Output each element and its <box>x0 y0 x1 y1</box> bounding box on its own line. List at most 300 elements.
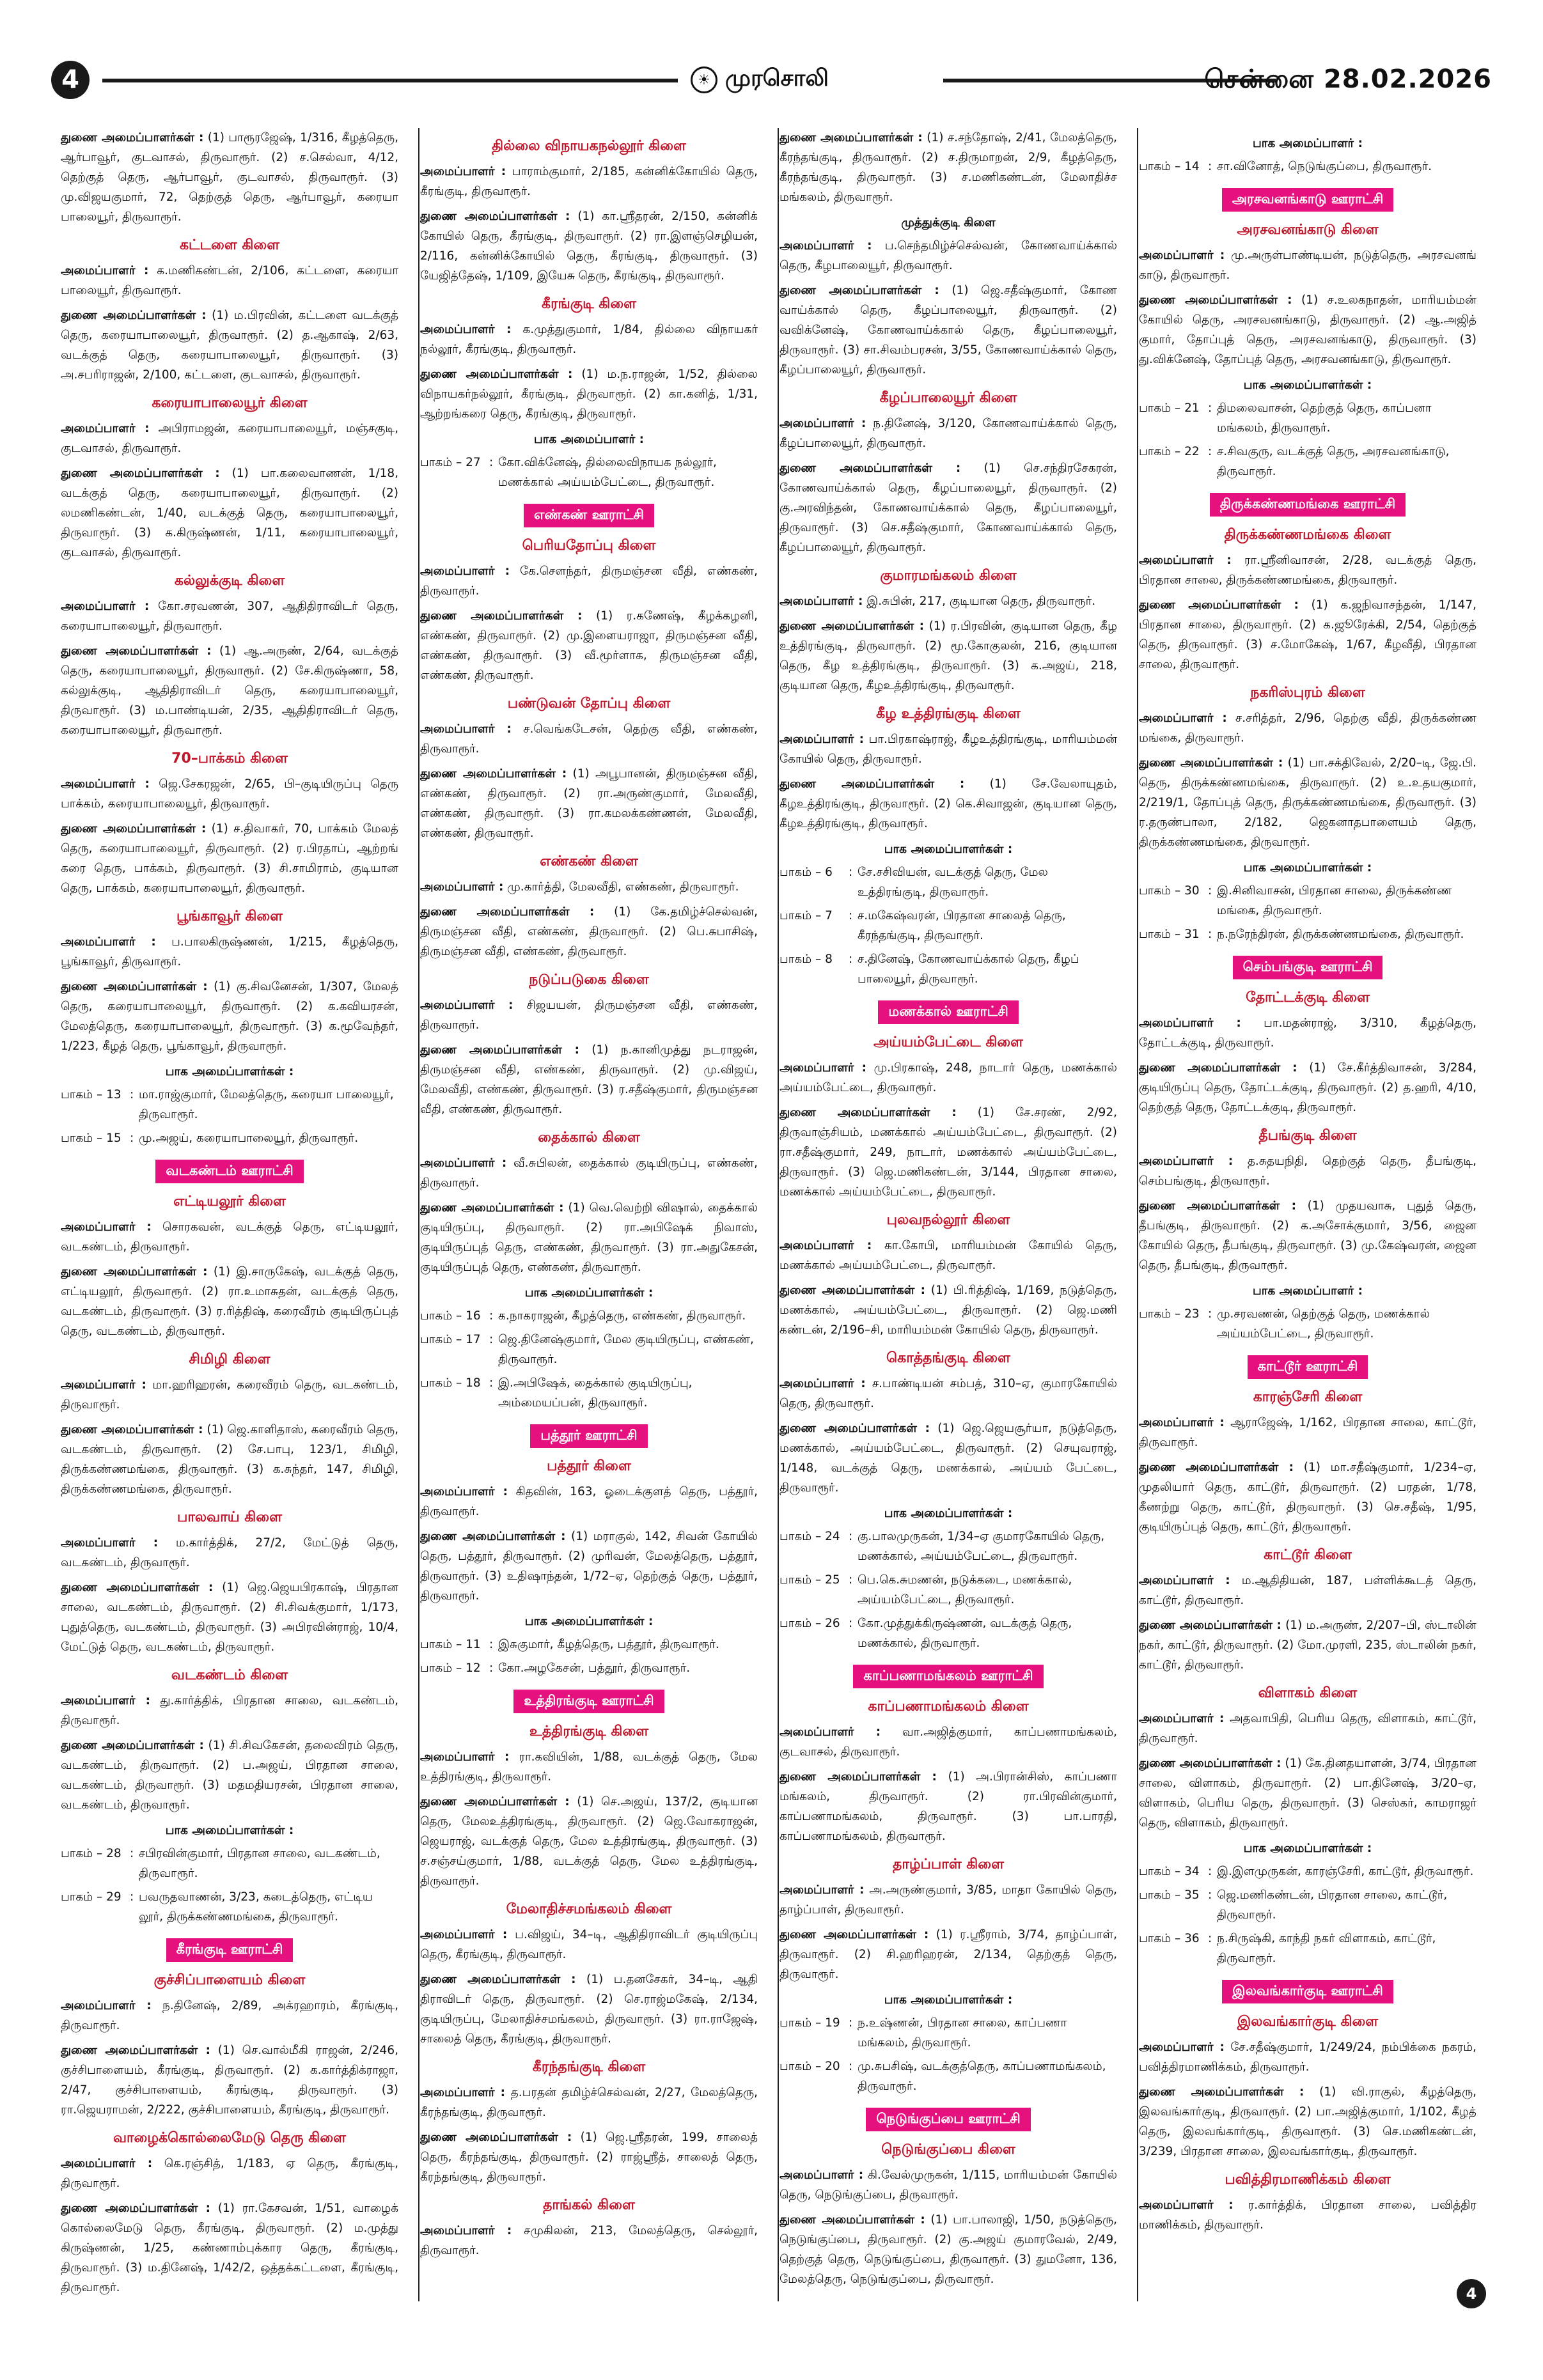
member-details: (1) ரா.கேசவன், 1/51, வாழைக் கொல்லைமேடு தெரு, கீரங்குடி, திருவாரூர். (2) ம.முத்து கிருஷ்ணன், 1/25, கண்ணாம்புக்கார தெரு, கீரங்குடி, திருவாரூர். (3) ம.தினேஷ், 1/42/2, ஒத்தக்கட்டளை, கீரங்குடி, திருவாரூர். <box>61 2202 398 2294</box>
role-label: அமைப்பாளர் : <box>1139 2198 1234 2212</box>
branch-heading: எண்கண் கிளை <box>540 853 638 869</box>
separator: : <box>489 1309 494 1323</box>
booth-entry <box>779 949 1117 989</box>
member-entry <box>1139 550 1476 590</box>
role-label: துணை அமைப்பாளர்கள் : <box>1139 1461 1294 1474</box>
member-entry <box>779 1767 1117 1846</box>
booth-entry <box>420 453 758 492</box>
branch-heading: கீழப்பாலையூர் கிளை <box>879 390 1017 406</box>
member-details: (1) செ.சந்திரசேகரன், கோணவாய்க்கால் தெரு, கீழப்பாலையூர், திருவாரூர். (2) கு.அரவிந்தன், கோணவாய்க்கால் தெரு, கீழப்பாலையூர், திருவாரூர். (3) செ.சதீஷ்குமார், கோணவாய்க்கால் தெரு, கீழப்பாலையூர், திருவாரூர். <box>779 462 1117 554</box>
branch-heading: வடகண்டம் கிளை <box>171 1667 288 1683</box>
role-label: துணை அமைப்பாளர்கள் : <box>61 309 207 322</box>
separator: : <box>1208 1888 1212 1902</box>
role-label: அமைப்பாளர் : <box>61 935 156 949</box>
separator: : <box>849 1573 853 1587</box>
role-label: அமைப்பாளர் : <box>779 733 865 746</box>
member-details: த.சுதயநிதி, தெற்குத் தெரு, தீபங்குடி, செம்பங்குடி, திருவாரூர். <box>1139 1155 1476 1188</box>
section-subheading: பாக அமைப்பாளர்கள் : <box>165 1824 294 1837</box>
member-entry <box>420 1747 758 1787</box>
booth-number: பாகம் – 31 <box>1139 928 1200 941</box>
role-label: துணை அமைப்பாளர்கள் : <box>779 1284 926 1297</box>
booth-member: சபிரவின்குமார், பிரதான சாலை, வடகண்டம், திருவாரூர். <box>139 1847 380 1880</box>
separator: : <box>1208 445 1212 458</box>
role-label: அமைப்பாளர் : <box>1139 712 1227 725</box>
panchayat-banner: இலவங்கார்குடி ஊராட்சி <box>1222 1980 1393 2003</box>
separator: : <box>1208 1865 1212 1878</box>
member-details: (1) ஜெ.ஸ்ரீதரன், 199, சாலைத் தெரு, கீரந்தங்குடி, திருவாரூர். (2) ராஜ்ஸ்ரீத், சாலைத் தெரு, கீரந்தங்குடி, திருவாரூர். <box>420 2131 758 2184</box>
role-label: துணை அமைப்பாளர்கள் : <box>1139 1757 1281 1770</box>
member-details: (1) பி.ரித்திஷ், 1/169, நடுத்தெரு, மணக்கால், அய்யம்பேட்டை, திருவாரூர். (2) ஜெ.மணி கண்டன், 2/196–சி, மாரியம்மன் கோயில் தெரு, திருவாரூர். <box>779 1284 1117 1337</box>
member-details: (1) ஜெ.ஜெயபிரகாஷ், பிரதான சாலை, வடகண்டம், திருவாரூர். (2) சி.சிவக்குமார், 1/173, புதுத்தெரு, வடகண்டம், திருவாரூர். (3) அபிரவின்ராஜ், 10/4, மேட்டுத் தெரு, வடகண்டம், திருவாரூர். <box>61 1581 398 1654</box>
column-4 <box>1139 128 1476 2301</box>
role-label: அமைப்பாளர் : <box>779 1061 867 1075</box>
role-label: அமைப்பாளர் : <box>1139 249 1225 262</box>
separator: : <box>849 866 853 879</box>
role-label: துணை அமைப்பாளர்கள் : <box>779 462 961 475</box>
member-details: க.மணிகண்டன், 2/106, கட்டளை, கரையா பாலையூர், திருவாரூர். <box>61 264 398 297</box>
role-label: அமைப்பாளர் : <box>1139 1155 1234 1168</box>
branch-heading: அய்யம்பேட்டை கிளை <box>873 1034 1024 1050</box>
member-entry <box>61 1262 398 1341</box>
member-entry <box>779 1925 1117 1984</box>
role-label: துணை அமைப்பாளர்கள் : <box>420 2131 572 2144</box>
booth-member: கோ.அழகேசன், பத்தூர், திருவாரூர். <box>498 1661 691 1675</box>
booth-number: பாகம் – 18 <box>420 1376 481 1390</box>
member-entry <box>61 2041 398 2120</box>
role-label: அமைப்பாளர் : <box>61 1220 152 1234</box>
section-subheading: பாக அமைப்பாளர்கள் : <box>1243 1842 1372 1855</box>
member-details: (1) ஜெ.சதீஷ்குமார், கோண வாய்க்கால் தெரு, கீழப்பாலையூர், திருவாரூர். (2) வவிக்னேஷ், கோணவாய்க்கால் தெரு, கீழப்பாலையூர், திருவாரூர். (3) சா.சிவம்பரசன், 3/55, கோணவாய்க்கால் தெரு, கீழப்பாலையூர், திருவாரூர். <box>779 284 1117 377</box>
member-details: ஆராஜேஷ், 1/162, பிரதான சாலை, காட்டூர், திருவாரூர். <box>1139 1416 1476 1449</box>
separator: : <box>849 1617 853 1630</box>
role-label: துணை அமைப்பாளர்கள் : <box>420 1201 564 1215</box>
member-entry <box>61 932 398 972</box>
role-label: அமைப்பாளர் : <box>420 880 504 894</box>
member-entry <box>61 1420 398 1499</box>
member-entry <box>1139 245 1476 285</box>
booth-member: ந.உஷ்ணன், பிரதான சாலை, காப்பணா மங்கலம், திருவாரூர். <box>858 2016 1067 2049</box>
booth-number: பாகம் – 28 <box>61 1847 121 1860</box>
booth-number: பாகம் – 20 <box>779 2060 840 2073</box>
branch-heading: குச்சிப்பாளையம் கிளை <box>153 1972 306 1988</box>
branch-heading: கட்டளை கிளை <box>179 237 280 253</box>
role-label: அமைப்பாளர் : <box>61 1536 159 1550</box>
separator: : <box>130 1890 134 1904</box>
member-entry <box>779 1419 1117 1498</box>
section-subheading: பாக அமைப்பாளர்கள் : <box>884 1993 1013 2007</box>
member-details: (1) ர.கணேஷ், கீழக்கழனி, எண்கண், திருவாரூர். (2) மு.இளையராஜா, திருமஞ்சன வீதி, எண்கண், திருவாரூர். (3) வீ.மூர்ளாக, திருமஞ்சன வீதி, எண்கண், திருவாரூர். <box>420 609 758 682</box>
member-entry <box>1139 753 1476 852</box>
section-subheading: பாக அமைப்பாளர்கள் : <box>1243 861 1372 875</box>
member-entry <box>1139 1013 1476 1053</box>
role-label: அமைப்பாளர் : <box>420 165 506 178</box>
booth-member: மு.அஜய், கரையாபாலையூர், திருவாரூர். <box>139 1132 359 1145</box>
member-details: ச.சரித்தர், 2/96, தெற்கு வீதி, திருக்கண்ண மங்கை, திருவாரூர். <box>1139 712 1476 745</box>
role-label: அமைப்பாளர் : <box>420 1485 508 1498</box>
member-entry <box>420 162 758 201</box>
member-entry <box>61 1375 398 1415</box>
role-label: அமைப்பாளர் : <box>61 1999 152 2012</box>
rising-sun-icon: ☀ <box>691 66 717 93</box>
member-entry <box>779 2165 1117 2205</box>
member-entry <box>420 1527 758 1606</box>
booth-member: க.நாகராஜன், கீழத்தெரு, எண்கண், திருவாரூர். <box>498 1309 746 1323</box>
member-details: (1) கே.தமிழ்ச்செல்வன், திருமஞ்சன வீதி, எண்கண், திருவாரூர். (2) பெ.சுபாசிஷ், திருமஞ்சன வீதி, எண்கண், திருவாரூர். <box>420 905 758 958</box>
member-details: ப.செந்தமிழ்ச்செல்வன், கோணவாய்க்கால் தெரு, கீழபாலையூர், திருவாரூர். <box>779 239 1117 272</box>
member-details: (1) க.ஜநிவாசந்தன், 1/147, பிரதான சாலை, திருவாரூர். (2) க.ஜூரேக்கி, 2/54, தெற்குத் தெரு, திருவாரூர். (3) ச.மோகேஷ், 1/67, கீழவீதி, பிரதான சாலை, திருவாரூர். <box>1139 598 1476 671</box>
branch-heading: புலவநல்லூர் கிளை <box>886 1212 1010 1228</box>
booth-entry <box>1139 442 1476 481</box>
page-number-badge: 4 <box>51 61 90 99</box>
member-entry <box>61 1533 398 1573</box>
member-details: து.கார்த்திக், பிரதான சாலை, வடகண்டம், திருவாரூர். <box>61 1694 398 1727</box>
role-label: அமைப்பாளர் : <box>420 1156 507 1170</box>
role-label: அமைப்பாளர் : <box>420 2086 506 2099</box>
booth-number: பாகம் – 36 <box>1139 1932 1200 1945</box>
role-label: துணை அமைப்பாளர்கள் : <box>61 1265 208 1279</box>
branch-heading: தீபங்குடி கிளை <box>1258 1128 1357 1144</box>
role-label: துணை அமைப்பாளர்கள் : <box>420 905 595 919</box>
member-details: (1) பா.சக்திவேல், 2/20–டி, ஜே.பி. தெரு, திருக்கண்ணமங்கை, திருவாரூர். (2) உ.உதயகுமார், 2/219/1, தோப்புத் தெரு, திருக்கண்ணமங்கை, திருவாரூர். (3) ர.தருண்பாலா, 2/182, ஜெகனாதபாளையம் தெரு, திருக்கண்ணமங்கை, திருவாரூர். <box>1139 756 1476 849</box>
role-label: அமைப்பாளர் : <box>1139 554 1232 567</box>
booth-number: பாகம் – 8 <box>779 953 833 966</box>
member-entry <box>779 1236 1117 1275</box>
role-label: அமைப்பாளர் : <box>779 1883 865 1897</box>
member-details: (1) ம.அருண், 2/207–பி, ஸ்டாலின் நகர், காட்டூர், திருவாரூர். (2) மோ.முரளி, 235, ஸ்டாலின் நகர், காட்டூர், திருவாரூர். <box>1139 1619 1476 1672</box>
booth-entry <box>61 1128 398 1148</box>
member-details: அ.அருண்குமார், 3/85, மாதா கோயில் தெரு, தாழ்ப்பாள், திருவாரூர். <box>779 1883 1117 1917</box>
branch-heading: கரையாபாலையூர் கிளை <box>152 395 308 411</box>
member-entry <box>420 995 758 1035</box>
member-entry <box>1139 1058 1476 1117</box>
role-label: துணை அமைப்பாளர்கள் : <box>420 1530 566 1543</box>
role-label: துணை அமைப்பாளர்கள் : <box>61 2202 211 2215</box>
role-label: அமைப்பாளர் : <box>779 1725 881 1739</box>
member-details: பாராம்குமார், 2/185, கன்னிக்கோயில் தெரு, கீரங்குடி, திருவாரூர். <box>420 165 758 198</box>
member-entry <box>779 1374 1117 1413</box>
booth-number: பாகம் – 34 <box>1139 1865 1200 1878</box>
member-details: (1) சே.சரண், 2/92, திருவாஞ்சியம், மணக்கால் அய்யம்பேட்டை, திருவாரூர். (2) ரா.சதீஷ்குமார், 249, நாடார், மணக்கால் அய்யம்பேட்டை, திருவாரூர். (3) ஜெ.மணிகண்டன், 3/144, பிரதான சாலை, மணக்கால் அய்யம்பேட்டை, திருவாரூர். <box>779 1106 1117 1199</box>
panchayat-banner: நெடுங்குப்பை ஊராட்சி <box>866 2108 1030 2131</box>
member-details: (1) ஜெ.காளிதாஸ், கரைவீரம் தெரு, வடகண்டம், திருவாரூர். (2) சே.பாபு, 123/1, சிமிழி, திருக்கண்ணமங்கை, திருவாரூர். (3) க.சுந்தர், 147, சிமிழி, திருக்கண்ணமங்கை, திருவாரூர். <box>61 1423 398 1496</box>
separator: : <box>1208 401 1212 415</box>
separator: : <box>489 1333 494 1346</box>
member-entry <box>61 774 398 814</box>
member-details: பா.பிரகாஷ்ராஜ், கீழஉத்திரங்குடி, மாரியம்மன் கோயில் தெரு, திருவாரூர். <box>779 733 1117 766</box>
member-details: (1) வி.ராகுல், கீழத்தெரு, இலவங்கார்குடி, திருவாரூர். (2) பா.அஜித்குமார், 1/102, கீழத் தெரு, இலவங்கார்குடி, திருவாரூர். (3) செ.மணிகண்டன், 3/239, பிரதான சாலை, இலவங்கார்குடி, திருவாரூர். <box>1139 2085 1476 2158</box>
booth-entry <box>1139 1304 1476 1344</box>
member-entry <box>420 902 758 961</box>
section-subheading: பாக அமைப்பாளர்கள் : <box>165 1065 294 1078</box>
booth-entry <box>1139 157 1476 176</box>
member-details: கி.வேல்முருகன், 1/115, மாரியம்மன் கோயில் தெரு, நெடுங்குப்பை, திருவாரூர். <box>779 2168 1117 2202</box>
booth-member: சா.வினோத், நெடுங்குப்பை, திருவாரூர். <box>1217 160 1432 173</box>
panchayat-banner: உத்திரங்குடி ஊராட்சி <box>513 1690 664 1713</box>
member-entry <box>61 1996 398 2035</box>
section-subheading: பாக அமைப்பாளர்கள் : <box>884 843 1013 856</box>
role-label: துணை அமைப்பாளர்கள் : <box>779 131 923 144</box>
branch-heading: திருக்கண்ணமங்கை கிளை <box>1224 527 1391 543</box>
booth-number: பாகம் – 29 <box>61 1890 121 1904</box>
member-entry <box>779 1280 1117 1340</box>
member-entry <box>420 1040 758 1119</box>
branch-heading: கொத்தங்குடி கிளை <box>886 1350 1010 1366</box>
separator: : <box>849 2016 853 2030</box>
member-entry <box>61 463 398 563</box>
role-label: துணை அமைப்பாளர்கள் : <box>61 1423 203 1436</box>
branch-heading: தோட்டக்குடி கிளை <box>1246 990 1370 1006</box>
branch-heading: எட்டியலூர் கிளை <box>173 1194 286 1209</box>
role-label: துணை அமைப்பாளர்கள் : <box>1139 598 1299 612</box>
branch-heading: நெடுங்குப்பை கிளை <box>881 2142 1015 2158</box>
member-entry <box>1139 290 1476 369</box>
role-label: அமைப்பாளர் : <box>779 1377 866 1390</box>
booth-member: கு.பாலமுருகன், 1/34–ஏ குமாரகோயில் தெரு, மணக்கால், அய்யம்பேட்டை, திருவாரூர். <box>858 1530 1105 1563</box>
member-details: அபிராமஜன், கரையாபாலையூர், மஞ்சகுடி, குடவாசல், திருவாரூர். <box>61 422 398 455</box>
role-label: துணை அமைப்பாளர்கள் : <box>420 767 567 781</box>
member-details: ப.விஜய், 34–டி, ஆதிதிராவிடர் குடியிருப்பு தெரு, கீரங்குடி, திருவாரூர். <box>420 1928 758 1961</box>
member-entry <box>61 306 398 385</box>
booth-entry <box>1139 1862 1476 1881</box>
member-details: (1) கு.சிவனேசன், 1/307, மேலத் தெரு, கரையாபாலையூர், திருவாரூர். (2) க.கவியரசன், மேலத்தெரு, கரையாபாலையூர், திருவாரூர். (3) க.மூவேந்தர், 1/223, கீழத் தெரு, பூங்காவூர், திருவாரூர். <box>61 980 398 1053</box>
role-label: துணை அமைப்பாளர்கள் : <box>420 609 583 623</box>
role-label: துணை அமைப்பாளர்கள் : <box>779 284 939 297</box>
member-details: (1) முதயவாசு, புதுத் தெரு, தீபங்குடி, திருவாரூர். (2) க.அசோக்குமார், 3/56, ஜைன கோயில் தெரு, தீபங்குடி, திருவாரூர். (3) மு.கேஷ்வரன், ஜைன தெரு, தீபங்குடி, திருவாரூர். <box>1139 1199 1476 1272</box>
separator: : <box>489 1638 494 1651</box>
panchayat-banner: பத்தூர் ஊராட்சி <box>530 1424 647 1448</box>
role-label: துணை அமைப்பாளர்கள் : <box>1139 1199 1296 1213</box>
member-details: (1) செ.வால்மீகி ராஜன், 2/246, குச்சிபாளையம், கீரங்குடி, திருவாரூர். (2) க.கார்த்திக்ராஜா, 2/47, குச்சிபாளையம், கீரங்குடி, திருவாரூர். (3) ரா.ஜெயராமன், 2/222, குச்சிபாளையம், கீரங்குடி, திருவாரூர். <box>61 2044 398 2117</box>
branch-heading: கீரங்குடி கிளை <box>542 296 636 312</box>
booth-entry <box>779 2013 1117 2053</box>
member-entry <box>779 1880 1117 1920</box>
masthead-rule-left <box>102 79 678 82</box>
booth-number: பாகம் – 22 <box>1139 445 1200 458</box>
booth-number: பாகம் – 14 <box>1139 160 1200 173</box>
member-entry <box>61 2154 398 2193</box>
role-label: அமைப்பாளர் : <box>61 264 149 277</box>
booth-number: பாகம் – 13 <box>61 1088 121 1101</box>
section-subheading: பாக அமைப்பாளர் : <box>1252 137 1363 150</box>
branch-heading: உத்திரங்குடி கிளை <box>529 1723 649 1739</box>
member-details: கிதவின், 163, ஓடைக்குளத் தெரு, பத்தூர், திருவாரூர். <box>420 1485 758 1518</box>
member-entry <box>1139 708 1476 748</box>
branch-heading: பாலவாய் கிளை <box>177 1509 282 1525</box>
member-details: வா.அஜித்குமார், காப்பணாமங்கலம், குடவாசல், திருவாரூர். <box>779 1725 1117 1759</box>
role-label: அமைப்பாளர் : <box>779 239 872 253</box>
booth-number: பாகம் – 27 <box>420 456 481 469</box>
member-entry <box>779 128 1117 207</box>
member-details: (1) ர.ஸ்ரீராம், 3/74, தாழ்ப்பாள், திருவாரூர். (2) சி.ஹரிஹரன், 2/134, தெற்குத் தெரு, திருவாரூர். <box>779 1928 1117 1981</box>
section-subheading: பாக அமைப்பாளர்கள் : <box>884 1507 1013 1520</box>
member-details: ந.தினேஷ், 3/120, கோணவாய்க்கால் தெரு, கீழப்பாலையூர், திருவாரூர். <box>779 417 1117 450</box>
member-entry <box>61 819 398 898</box>
member-details: ம.கார்த்திக், 27/2, மேட்டுத் தெரு, வடகண்டம், திருவாரூர். <box>61 1536 398 1569</box>
member-details: (1) ஆ.அருண், 2/64, வடக்குத் தெரு, கரையாபாலையூர், திருவாரூர். (2) சே.கிருஷ்ணா, 58, கல்லுக்குடி, ஆதிதிராவிடர் தெரு, கரையாபாலையூர், திருவாரூர். (3) ம.பாண்டியன், 2/35, ஆதிதிராவிடர் தெரு, கரையாபாலையூர், திருவாரூர். <box>61 644 398 737</box>
role-label: அமைப்பாளர் : <box>61 422 150 435</box>
branch-heading: பண்டுவன் தோப்பு கிளை <box>507 696 671 712</box>
member-details: சொரகவன், வடக்குத் தெரு, எட்டியலூர், வடகண்டம், திருவாரூர். <box>61 1220 398 1254</box>
role-label: துணை அமைப்பாளர்கள் : <box>61 1739 204 1752</box>
role-label: அமைப்பாளர் : <box>420 722 512 736</box>
panchayat-banner: காப்பணாமங்கலம் ஊராட்சி <box>853 1665 1043 1688</box>
branch-heading: இலவங்கார்குடி கிளை <box>1237 2014 1379 2030</box>
role-label: துணை அமைப்பாளர்கள் : <box>1139 293 1292 307</box>
member-details: (1) வெ.வெற்றி விஷால், தைக்கால் குடியிருப்பு, திருவாரூர். (2) ரா.அபிஷேக் நிவாஸ், குடியிருப்புத் தெரு, எண்கண், திருவாரூர். (3) ரா.அதுகேசன், குடியிருப்புத் தெரு, எண்கண், திருவாரூர். <box>420 1201 758 1274</box>
member-entry <box>779 1058 1117 1098</box>
role-label: அமைப்பாளர் : <box>779 2168 864 2182</box>
member-entry <box>420 2221 758 2260</box>
branch-heading: தைக்கால் கிளை <box>538 1130 640 1146</box>
section-subheading: பாக அமைப்பாளர் : <box>1252 1284 1363 1298</box>
member-entry <box>420 2127 758 2187</box>
member-entry <box>1139 2195 1476 2235</box>
member-details: ச.வெங்கடேசன், தெற்கு வீதி, எண்கண், திருவாரூர். <box>420 722 758 756</box>
role-label: அமைப்பாளர் : <box>61 1694 150 1707</box>
role-label: துணை அமைப்பாளர்கள் : <box>61 131 204 144</box>
member-entry <box>420 606 758 685</box>
branch-heading: பெரியதோப்பு கிளை <box>522 538 656 554</box>
booth-number: பாகம் – 25 <box>779 1573 840 1587</box>
member-details: கே.சௌந்தர், திருமஞ்சன வீதி, எண்கண், திருவாரூர். <box>420 564 758 598</box>
member-entry <box>61 1578 398 1657</box>
member-entry <box>1139 1196 1476 1275</box>
member-entry <box>1139 2082 1476 2161</box>
booth-number: பாகம் – 15 <box>61 1132 121 1145</box>
booth-number: பாகம் – 19 <box>779 2016 840 2030</box>
booth-entry <box>1139 398 1476 438</box>
separator: : <box>130 1088 134 1101</box>
booth-entry <box>61 1844 398 1883</box>
section-subheading: பாக அமைப்பாளர்கள் : <box>524 1615 654 1628</box>
member-entry <box>1139 1571 1476 1610</box>
separator: : <box>849 2060 853 2073</box>
branch-heading: கீரந்தங்குடி கிளை <box>532 2059 646 2075</box>
member-entry <box>420 320 758 359</box>
member-entry <box>779 414 1117 453</box>
role-label: அமைப்பாளர் : <box>420 564 510 578</box>
role-label: துணை அமைப்பாளர்கள் : <box>61 467 220 480</box>
branch-heading: பத்தூர் கிளை <box>547 1458 631 1474</box>
newspaper-logo <box>691 63 829 97</box>
panchayat-banner: கீரங்குடி ஊராட்சி <box>166 1938 294 1962</box>
role-label: அமைப்பாளர் : <box>420 1750 510 1764</box>
member-details: (1) ம.பிரவின், கட்டளை வடக்குத் தெரு, கரையாபாலையூர், திருவாரூர். (2) த.ஆகாஷ், 2/63, வடக்குத் தெரு, கரையாபாலையூர், திருவாரூர். (3) அ.சபரிராஜன், 2/100, கட்டளை, குடவாசல், திருவாரூர். <box>61 309 398 382</box>
newspaper-name: முரசொலி <box>725 65 829 91</box>
role-label: துணை அமைப்பாளர்கள் : <box>779 777 965 791</box>
member-details: (1) மராகுல், 142, சிவன் கோயில் தெரு, பத்தூர், திருவாரூர். (2) முரிவன், மேலத்தெரு, பத்தூர், திருவாரூர். (3) உதிஷாந்தன், 1/72–ஏ, தெற்குத் தெரு, பத்தூர், திருவாரூர். <box>420 1530 758 1603</box>
role-label: துணை அமைப்பாளர்கள் : <box>61 644 212 658</box>
section-subheading: பாக அமைப்பாளர்கள் : <box>524 1286 654 1300</box>
role-label: துணை அமைப்பாளர்கள் : <box>779 1770 937 1784</box>
separator: : <box>1208 928 1212 941</box>
booth-member: இ.அபிஷேக், தைக்கால் குடியிருப்பு, அம்மையப்பன், திருவாரூர். <box>498 1376 693 1410</box>
member-entry <box>61 2198 398 2298</box>
member-details: ஜெ.சேகரஜன், 2/65, பி–குடியிருப்பு தெரு பாக்கம், கரையாபாலையூர், திருவாரூர். <box>61 777 398 811</box>
booth-entry <box>779 862 1117 902</box>
member-details: கா.கோபி, மாரியம்மன் கோயில் தெரு, மணக்கால் அய்யம்பேட்டை, திருவாரூர். <box>779 1239 1117 1272</box>
member-entry <box>779 281 1117 380</box>
booth-number: பாகம் – 16 <box>420 1309 481 1323</box>
branch-heading: பூங்காவூர் கிளை <box>176 908 283 924</box>
separator: : <box>1208 884 1212 898</box>
role-label: அமைப்பாளர் : <box>1139 1712 1225 1725</box>
member-entry <box>779 1103 1117 1202</box>
member-entry <box>61 641 398 740</box>
booth-number: பாகம் – 23 <box>1139 1307 1200 1321</box>
separator: : <box>1208 160 1212 173</box>
section-subheading: பாக அமைப்பாளர்கள் : <box>1243 378 1372 392</box>
member-details: சே.சதீஷ்குமார், 1/249/24, நம்பிக்கை நகரம், பவித்திரமாணிக்கம், திருவாரூர். <box>1139 2041 1476 2074</box>
role-label: துணை அமைப்பாளர்கள் : <box>420 368 573 381</box>
role-label: துணை அமைப்பாளர்கள் : <box>1139 1619 1281 1632</box>
member-entry <box>1139 2037 1476 2077</box>
member-details: (1) இ.சாருகேஷ், வடக்குத் தெரு, எட்டியலூர், திருவாரூர். (2) ரா.உமாசுதன், வடக்குத் தெரு, வடகண்டம், திருவாரூர். (3) ர.ரித்திஷ், கரைவீரம் குடியிருப்புத் தெரு, வடகண்டம், திருவாரூர். <box>61 1265 398 1338</box>
booth-member: பெ.கெ.சுமணன், நடுக்கடை, மணக்கால், அய்யம்பேட்டை, திருவாரூர். <box>858 1573 1072 1606</box>
member-entry <box>1139 1754 1476 1833</box>
role-label: துணை அமைப்பாளர்கள் : <box>779 1928 929 1941</box>
separator: : <box>489 1376 494 1390</box>
member-details: (1) ப.தனசேகர், 34–டி, ஆதி திராவிடர் தெரு, திருவாரூர். (2) செ.ராஜ்மகேஷ், 2/134, குடியிருப்பு, மேலாதிச்சமங்கலம், திருவாரூர். (3) ரா.ராஜேஷ், சாலைத் தெரு, கீரங்குடி, திருவாரூர். <box>420 1973 758 2046</box>
booth-member: கோ.விக்னேஷ், தில்லைவிநாயக நல்லூர், மணக்கால் அய்யம்பேட்டை, திருவாரூர். <box>498 456 717 489</box>
role-label: அமைப்பாளர் : <box>61 1378 146 1392</box>
member-details: மா.ஹரிஹரன், கரைவீரம் தெரு, வடகண்டம், திருவாரூர். <box>61 1378 398 1412</box>
member-details: (1) ந.கானிமுத்து நடராஜன், திருமஞ்சன வீதி, எண்கண், திருவாரூர். (2) மு.விஜய், மேலவீதி, எண்கண், திருவாரூர். (3) ர.சதீஷ்குமார், திருமஞ்சன வீதி, எண்கண், திருவாரூர். <box>420 1043 758 1116</box>
column-1 <box>61 128 398 2301</box>
member-entry <box>1139 595 1476 674</box>
role-label: துணை அமைப்பாளர்கள் : <box>61 980 208 993</box>
booth-entry <box>420 1635 758 1654</box>
booth-entry <box>61 1887 398 1927</box>
member-details: மு.அருள்பாண்டியன், நடுத்தெரு, அரசவனங் காடு, திருவாரூர். <box>1139 249 1476 282</box>
member-entry <box>1139 1709 1476 1748</box>
branch-heading: தில்லை விநாயகநல்லூர் கிளை <box>492 138 686 154</box>
separator: : <box>849 953 853 966</box>
booth-member: பவருதவாணன், 3/23, கடைத்தெரு, எட்டிய லூர், திருக்கண்ணமங்கை, திருவாரூர். <box>139 1890 373 1924</box>
role-label: அமைப்பாளர் : <box>1139 1016 1241 1030</box>
member-details: கெ.ரஞ்சித், 1/183, ஏ தெரு, கீரங்குடி, திருவாரூர். <box>61 2157 398 2190</box>
footer-page-number: 4 <box>1457 2279 1486 2308</box>
booth-number: பாகம் – 26 <box>779 1617 840 1630</box>
member-details: (1) ம.ந.ராஜன், 1/52, தில்லை விநாயகர்நல்லூர், கீரங்குடி, திருவாரூர். (2) கா.கனித், 1/31, ஆற்றங்கரை தெரு, கீரங்குடி, திருவாரூர். <box>420 368 758 421</box>
booth-member: மு.சுபசிஷ், வடக்குத்தெரு, காப்பணாமங்கலம், திருவாரூர். <box>858 2060 1106 2093</box>
booth-member: திமலைவாசன், தெற்குத் தெரு, காப்பனா மங்கலம், திருவாரூர். <box>1217 401 1432 435</box>
member-entry <box>420 1970 758 2049</box>
member-details: ர.கார்த்திக், பிரதான சாலை, பவித்திர மாணிக்கம், திருவாரூர். <box>1139 2198 1476 2232</box>
member-details: (1) பா.பாலாஜி, 1/50, நடுத்தெரு, நெடுங்குப்பை, திருவாரூர். (2) கு.அஜய் குமாரவேல், 2/49, தெற்குத் தெரு, நெடுங்குப்பை, திருவாரூர். (3) துமனோ, 136, மேலத்தெரு, நெடுங்குப்பை, திருவாரூர். <box>779 2213 1117 2286</box>
article-columns <box>61 128 1500 2301</box>
separator: : <box>130 1132 134 1145</box>
member-details: (1) பாரூரஜேஷ், 1/316, கீழத்தெரு, ஆர்பாவூர், குடவாசல், திருவாரூர். (2) ச.செல்வா, 4/12, தெற்குத் தெரு, ஆர்பாவூர், குடவாசல், திருவாரூர். (3) மு.விஜயகுமார், 72, தெற்குத் தெரு, ஆர்பாவூர், கரையா பாலையூர், திருவாரூர். <box>61 131 398 224</box>
booth-member: ச.மகேஷ்வரன், பிரதான சாலைத் தெரு, கீரந்தங்குடி, திருவாரூர். <box>858 909 1066 942</box>
booth-entry <box>779 1527 1117 1566</box>
masthead <box>51 61 1492 102</box>
booth-entry <box>779 2057 1117 2096</box>
member-entry <box>420 1198 758 1277</box>
member-entry <box>1139 1151 1476 1191</box>
member-details: (1) ச.உலகநாதன், மாரியம்மன் கோயில் தெரு, அரசவனங்காடு, திருவாரூர். (2) ஆ.அஜித் குமார், தோப்புத் தெரு, அரசவனங்காடு, திருவாரூர். (3) து.விக்னேஷ், தோப்புத் தெரு, அரசவனங்காடு, திருவாரூர். <box>1139 293 1476 366</box>
member-entry <box>420 206 758 286</box>
member-entry <box>61 1217 398 1257</box>
member-entry <box>61 419 398 458</box>
branch-heading: பவித்திரமாணிக்கம் கிளை <box>1225 2172 1391 2188</box>
member-details: (1) அ.பிரான்சிஸ், காப்பணா மங்கலம், திருவாரூர். (2) ரா.பிரவின்குமார், காப்பணாமங்கலம், திருவாரூர். (3) பா.பாரதி, காப்பணாமங்கலம், திருவாரூர். <box>779 1770 1117 1843</box>
member-details: மு.பிரகாஷ், 248, நாடார் தெரு, மணக்கால் அய்யம்பேட்டை, திருவாரூர். <box>779 1061 1117 1094</box>
member-details: (1) ச.சந்தோஷ், 2/41, மேலத்தெரு, கீரந்தங்குடி, திருவாரூர். (2) ச.திருமாறன், 2/9, கீழத்தெரு, கீரந்தங்குடி, திருவாரூர். (3) ச.மணிகண்டன், மேலாதிச்ச மங்கலம், திருவாரூர். <box>779 131 1117 204</box>
branch-heading: தாங்கல் கிளை <box>543 2197 635 2213</box>
branch-heading: காரஞ்சேரி கிளை <box>1253 1389 1363 1405</box>
booth-entry <box>420 1373 758 1413</box>
